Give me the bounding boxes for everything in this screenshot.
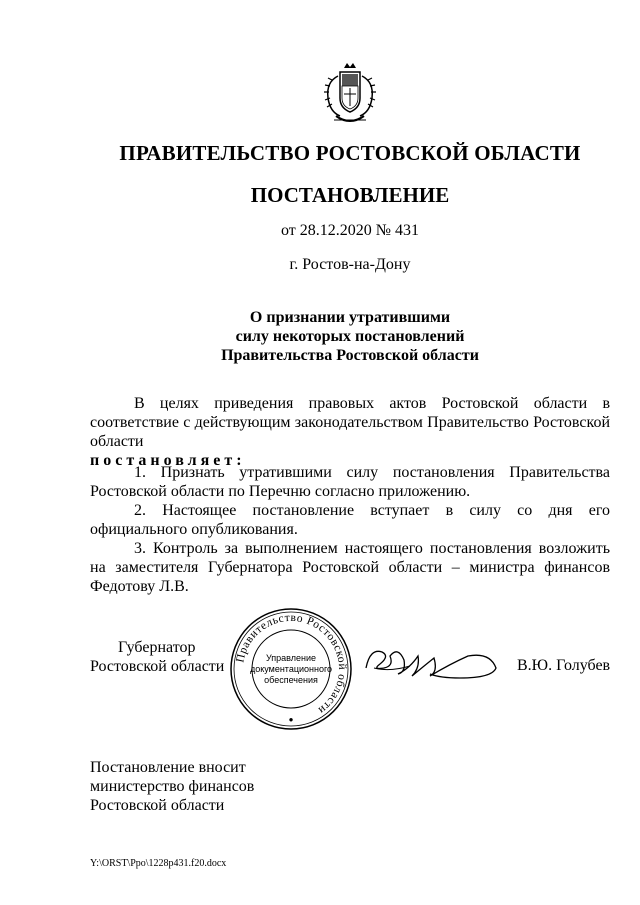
- city: г. Ростов-на-Дону: [289, 256, 411, 273]
- subject-line: силу некоторых постановлений: [235, 328, 465, 345]
- preamble-paragraph: [90, 394, 610, 470]
- svg-text:●: ●: [288, 715, 294, 724]
- document-subject: [0, 308, 640, 365]
- submitter-line: Ростовской области: [90, 797, 225, 814]
- signatory-role: [90, 638, 224, 676]
- handwritten-signature: [360, 638, 500, 684]
- resolution-item: [90, 539, 610, 596]
- resolution-item: [90, 501, 610, 539]
- preamble-text: В целях приведения правовых актов Ростовской области в соответствие с действующим законодательством Правительство Ростовской области: [90, 395, 610, 450]
- item-text: 1. Признать утратившими силу постановления Правительства Ростовской области по Перечню согласно приложению.: [90, 464, 610, 500]
- subject-line: О признании утратившими: [249, 309, 451, 326]
- document-type: ПОСТАНОВЛЕНИЕ: [250, 183, 450, 207]
- svg-text:Правительство Ростовской облас: Правительство Ростовской области: [234, 611, 349, 717]
- svg-text:обеспечения: обеспечения: [264, 675, 318, 685]
- item-text: 2. Настоящее постановление вступает в силу со дня его официального опубликования.: [90, 502, 610, 538]
- signatory-name: В.Ю. Голубев: [517, 657, 611, 674]
- resolves-word: постановляет:: [90, 452, 246, 469]
- submitter-note: [90, 758, 254, 815]
- role-line: Губернатор: [118, 639, 196, 656]
- official-seal: [229, 607, 353, 731]
- date-number: от 28.12.2020 № 431: [280, 222, 420, 239]
- resolution-item: [90, 463, 610, 501]
- role-line: Ростовской области: [90, 658, 225, 675]
- coat-of-arms-icon: [318, 58, 382, 130]
- svg-text:Управление: Управление: [265, 653, 317, 663]
- submitter-line: министерство финансов: [90, 778, 255, 795]
- file-path: Y:\ORST\Ppo\1228p431.f20.docx: [90, 858, 227, 869]
- government-title: ПРАВИТЕЛЬСТВО РОСТОВСКОЙ ОБЛАСТИ: [119, 141, 581, 165]
- svg-text:документационного: документационного: [249, 664, 333, 674]
- subject-line: Правительства Ростовской области: [221, 347, 479, 364]
- item-text: 3. Контроль за выполнением настоящего постановления возложить на заместителя Губернатора Ростовской области – министра финансов Федотову Л.В.: [90, 540, 610, 595]
- submitter-line: Постановление вносит: [90, 759, 246, 776]
